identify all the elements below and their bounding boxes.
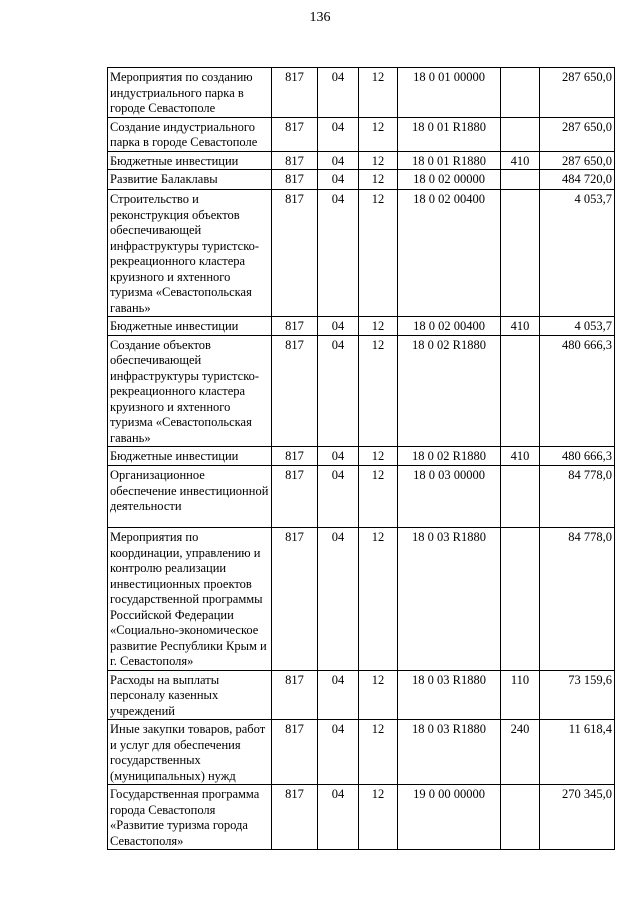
subsection-code-cell: 12 [359, 190, 398, 317]
budget-table-body [108, 68, 615, 850]
ved-code-cell: 817 [272, 670, 318, 720]
row-name-cell: Мероприятия по координации, управлению и контролю реализации инвестиционных проектов государственной программы Российской Федерации «Социально-экономическое развитие Республики Крым и г. Севастополя» [108, 528, 272, 671]
ved-code-cell: 817 [272, 190, 318, 317]
table-row [108, 720, 615, 785]
amount-cell: 84 778,0 [540, 466, 615, 528]
amount-cell: 480 666,3 [540, 335, 615, 447]
ved-code-cell: 817 [272, 317, 318, 336]
target-article-cell: 18 0 03 00000 [398, 466, 501, 528]
subsection-code-cell: 12 [359, 466, 398, 528]
row-name-cell: Бюджетные инвестиции [108, 447, 272, 466]
budget-table [107, 67, 615, 850]
section-code-cell: 04 [318, 190, 359, 317]
row-name-cell: Расходы на выплаты персоналу казенных учреждений [108, 670, 272, 720]
ved-code-cell: 817 [272, 720, 318, 785]
expense-type-cell [501, 117, 540, 151]
table-row [108, 528, 615, 671]
target-article-cell: 18 0 02 00400 [398, 190, 501, 317]
amount-cell: 4 053,7 [540, 190, 615, 317]
amount-cell: 11 618,4 [540, 720, 615, 785]
row-name-cell: Развитие Балаклавы [108, 170, 272, 190]
section-code-cell: 04 [318, 68, 359, 118]
ved-code-cell: 817 [272, 785, 318, 850]
target-article-cell: 18 0 02 00400 [398, 317, 501, 336]
section-code-cell: 04 [318, 466, 359, 528]
expense-type-cell: 410 [501, 317, 540, 336]
subsection-code-cell: 12 [359, 447, 398, 466]
amount-cell: 287 650,0 [540, 68, 615, 118]
amount-cell: 484 720,0 [540, 170, 615, 190]
row-name-cell: Государственная программа города Севастополя «Развитие туризма города Севастополя» [108, 785, 272, 850]
table-row [108, 670, 615, 720]
target-article-cell: 18 0 03 R1880 [398, 670, 501, 720]
amount-cell: 73 159,6 [540, 670, 615, 720]
target-article-cell: 18 0 01 R1880 [398, 117, 501, 151]
target-article-cell: 19 0 00 00000 [398, 785, 501, 850]
amount-cell: 84 778,0 [540, 528, 615, 671]
ved-code-cell: 817 [272, 447, 318, 466]
row-name-cell: Создание объектов обеспечивающей инфраструктуры туристско-рекреационного кластера круизного и яхтенного туризма «Севастопольская гавань» [108, 335, 272, 447]
row-name-cell: Бюджетные инвестиции [108, 317, 272, 336]
table-row [108, 447, 615, 466]
section-code-cell: 04 [318, 335, 359, 447]
expense-type-cell [501, 466, 540, 528]
amount-cell: 4 053,7 [540, 317, 615, 336]
section-code-cell: 04 [318, 151, 359, 170]
expense-type-cell [501, 335, 540, 447]
row-name-cell: Организационное обеспечение инвестиционной деятельности [108, 466, 272, 528]
section-code-cell: 04 [318, 785, 359, 850]
row-name-cell: Иные закупки товаров, работ и услуг для обеспечения государственных (муниципальных) нужд [108, 720, 272, 785]
expense-type-cell [501, 190, 540, 317]
target-article-cell: 18 0 03 R1880 [398, 720, 501, 785]
amount-cell: 270 345,0 [540, 785, 615, 850]
row-name-cell: Строительство и реконструкция объектов обеспечивающей инфраструктуры туристско-рекреационного кластера круизного и яхтенного туризма «Севастопольская гавань» [108, 190, 272, 317]
expense-type-cell [501, 528, 540, 671]
expense-type-cell: 110 [501, 670, 540, 720]
ved-code-cell: 817 [272, 151, 318, 170]
table-row [108, 190, 615, 317]
expense-type-cell: 240 [501, 720, 540, 785]
subsection-code-cell: 12 [359, 670, 398, 720]
target-article-cell: 18 0 02 R1880 [398, 447, 501, 466]
expense-type-cell [501, 785, 540, 850]
target-article-cell: 18 0 01 00000 [398, 68, 501, 118]
ved-code-cell: 817 [272, 528, 318, 671]
table-row [108, 335, 615, 447]
page-number: 136 [309, 10, 331, 25]
row-name-cell: Бюджетные инвестиции [108, 151, 272, 170]
table-row [108, 151, 615, 170]
expense-type-cell: 410 [501, 151, 540, 170]
section-code-cell: 04 [318, 528, 359, 671]
expense-type-cell [501, 68, 540, 118]
section-code-cell: 04 [318, 670, 359, 720]
target-article-cell: 18 0 01 R1880 [398, 151, 501, 170]
ved-code-cell: 817 [272, 335, 318, 447]
expense-type-cell [501, 170, 540, 190]
subsection-code-cell: 12 [359, 317, 398, 336]
amount-cell: 480 666,3 [540, 447, 615, 466]
subsection-code-cell: 12 [359, 151, 398, 170]
table-row [108, 466, 615, 528]
subsection-code-cell: 12 [359, 335, 398, 447]
subsection-code-cell: 12 [359, 785, 398, 850]
subsection-code-cell: 12 [359, 720, 398, 785]
table-row [108, 317, 615, 336]
table-row [108, 117, 615, 151]
subsection-code-cell: 12 [359, 170, 398, 190]
section-code-cell: 04 [318, 117, 359, 151]
target-article-cell: 18 0 02 R1880 [398, 335, 501, 447]
subsection-code-cell: 12 [359, 528, 398, 671]
amount-cell: 287 650,0 [540, 117, 615, 151]
section-code-cell: 04 [318, 447, 359, 466]
section-code-cell: 04 [318, 170, 359, 190]
ved-code-cell: 817 [272, 170, 318, 190]
section-code-cell: 04 [318, 720, 359, 785]
row-name-cell: Создание индустриального парка в городе Севастополе [108, 117, 272, 151]
target-article-cell: 18 0 03 R1880 [398, 528, 501, 671]
amount-cell: 287 650,0 [540, 151, 615, 170]
ved-code-cell: 817 [272, 68, 318, 118]
target-article-cell: 18 0 02 00000 [398, 170, 501, 190]
table-row [108, 68, 615, 118]
table-row [108, 785, 615, 850]
table-row [108, 170, 615, 190]
subsection-code-cell: 12 [359, 117, 398, 151]
ved-code-cell: 817 [272, 466, 318, 528]
row-name-cell: Мероприятия по созданию индустриального парка в городе Севастополе [108, 68, 272, 118]
section-code-cell: 04 [318, 317, 359, 336]
subsection-code-cell: 12 [359, 68, 398, 118]
expense-type-cell: 410 [501, 447, 540, 466]
ved-code-cell: 817 [272, 117, 318, 151]
